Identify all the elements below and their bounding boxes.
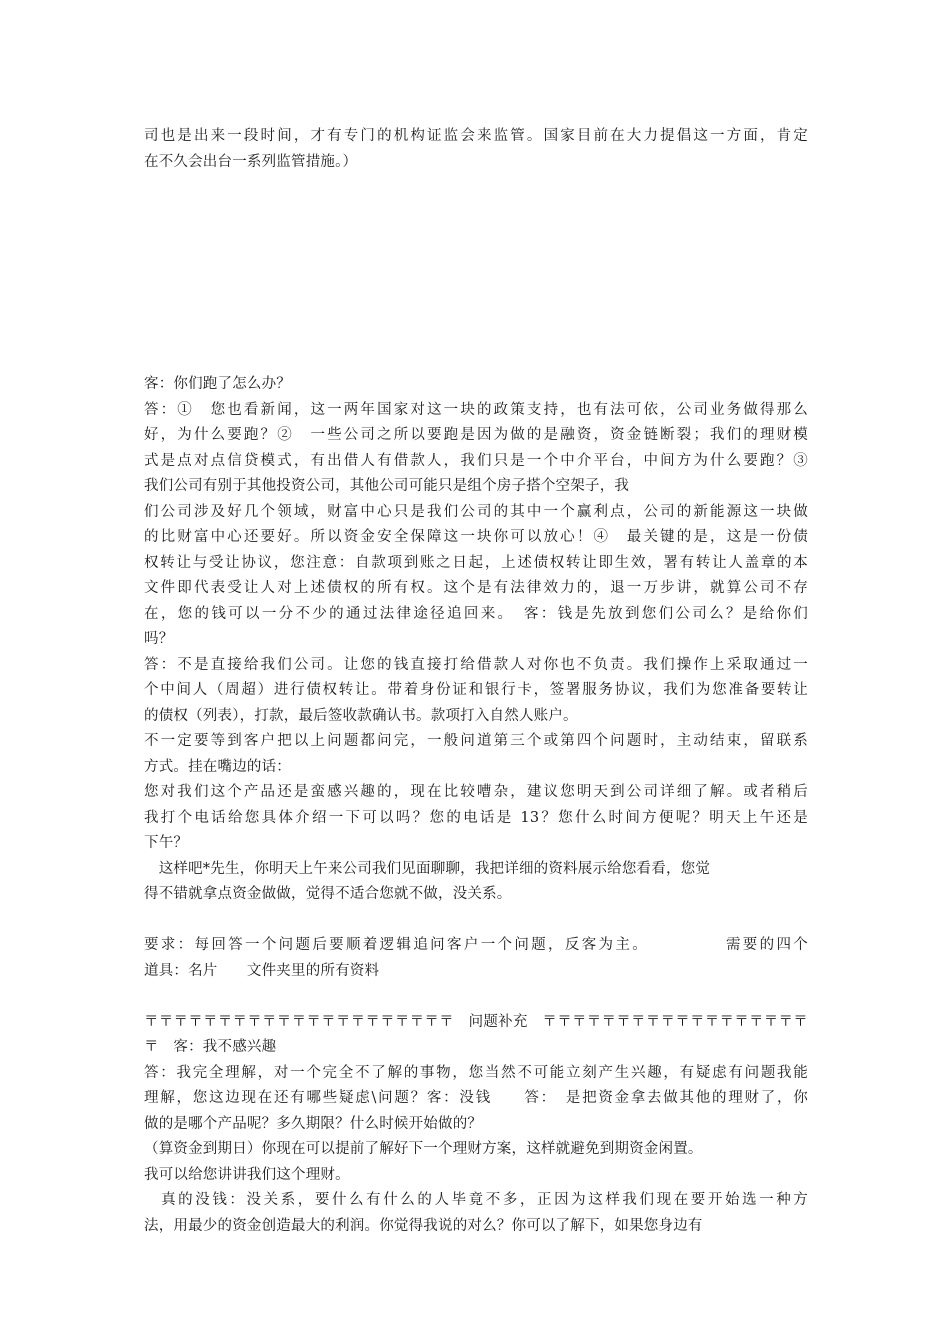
text-line: 答：不是直接给我们公司。让您的钱直接打给借款人对你也不负责。我们操作上采取通过一 [144,656,808,673]
text-line: 方式。挂在嘴边的话： [144,758,291,775]
text-line: 您对我们这个产品还是蛮感兴趣的，现在比较嘈杂，建议您明天到公司详细了解。或者稍后 [144,784,808,800]
text-line: 司也是出来一段时间，才有专门的机构证监会来监管。国家目前在大力提倡这一方面，肯定 [144,128,808,144]
text-line: 吗？ [144,631,174,647]
text-line: 文件即代表受让人对上述债权的所有权。这个是有法律效力的，退一万步讲，就算公司不存 [144,580,808,596]
text-line: 的债权（列表），打款，最后签收款确认书。款项打入自然人账户。 [144,707,578,724]
text-line: （算资金到期日）你现在可以提前了解好下一个理财方案，这样就避免到期资金闲置。 [144,1141,703,1157]
text-line: 答：我完全理解，对一个完全不了解的事物，您当然不可能立刻产生兴趣，有疑虑有问题我能 [144,1064,808,1081]
section-divider-heading: 〒〒〒〒〒〒〒〒〒〒〒〒〒〒〒〒〒〒〒〒〒 问题补充 〒〒〒〒〒〒〒〒〒〒〒〒〒〒〒〒〒〒 [144,1013,808,1030]
text-line: 不一定要等到客户把以上问题都问完，一般问道第三个或第四个问题时，主动结束，留联系 [144,733,808,749]
text-line: 真的没钱：没关系，要什么有什么的人毕竟不多，正因为这样我们现在要开始选一种方 [144,1192,808,1208]
text-line: 〒 客：我不感兴趣 [144,1039,277,1055]
text-line: 们公司涉及好几个领域，财富中心只是我们公司的其中一个赢利点，公司的新能源这一块做 [144,503,808,520]
text-line: 式是点对点信贷模式，有出借人有借款人，我们只是一个中介平台，中间方为什么要跑？③ [144,452,808,469]
text-line: 在，您的钱可以一分不少的通过法律途径追回来。 客：钱是先放到您们公司么？是给你们 [144,605,808,622]
text-line: 得不错就拿点资金做做，觉得不适合您就不做，没关系。 [144,886,512,902]
text-line: 道具：名片 文件夹里的所有资料 [144,962,380,979]
text-line: 要求：每回答一个问题后要顺着逻辑追问客户一个问题，反客为主。 需要的四个 [144,937,808,953]
text-line: 客：你们跑了怎么办？ [144,376,291,392]
text-line: 在不久会出台一系列监管措施。） [144,153,358,170]
text-line: 理解，您这边现在还有哪些疑虑\问题？客：没钱 答： 是把资金拿去做其他的理财了，你 [144,1090,808,1106]
continued-paragraph [144,124,808,175]
text-line: 下午？ [144,835,189,851]
text-line: 权转让与受让协议，您注意：自款项到账之日起，上述债权转让即生效，署有转让人盖章的本 [144,554,808,571]
blank-line [144,984,808,1010]
text-line: 答：① 您也看新闻，这一两年国家对这一块的政策支持，也有法可依，公司业务做得那么 [144,401,808,418]
text-line: 我们公司有别于其他投资公司，其他公司可能只是组个房子搭个空架子，我 [144,478,630,494]
text-line: 的比财富中心还要好。所以资金安全保障这一块你可以放心！④ 最关键的是，这是一份债 [144,529,808,545]
text-line: 我打个电话给您具体介绍一下可以吗？您的电话是 13？您什么时间方便呢？明天上午还是 [144,809,808,826]
text-line: 这样吧*先生，你明天上午来公司我们见面聊聊，我把详细的资料展示给您看看，您觉 [144,860,711,877]
text-line: 个中间人（周超）进行债权转让。带着身份证和银行卡，签署服务协议，我们为您准备要转让 [144,682,808,698]
qa-script-body [144,372,808,1239]
text-line: 法，用最少的资金创造最大的利润。你觉得我说的对么？你可以了解下，如果您身边有 [144,1217,703,1234]
text-line: 做的是哪个产品呢？多久期限？什么时候开始做的？ [144,1115,483,1132]
text-line: 我可以给您讲讲我们这个理财。 [144,1166,350,1183]
blank-line [144,908,808,934]
text-line: 好，为什么要跑？② 一些公司之所以要跑是因为做的是融资，资金链断裂；我们的理财模 [144,427,808,443]
